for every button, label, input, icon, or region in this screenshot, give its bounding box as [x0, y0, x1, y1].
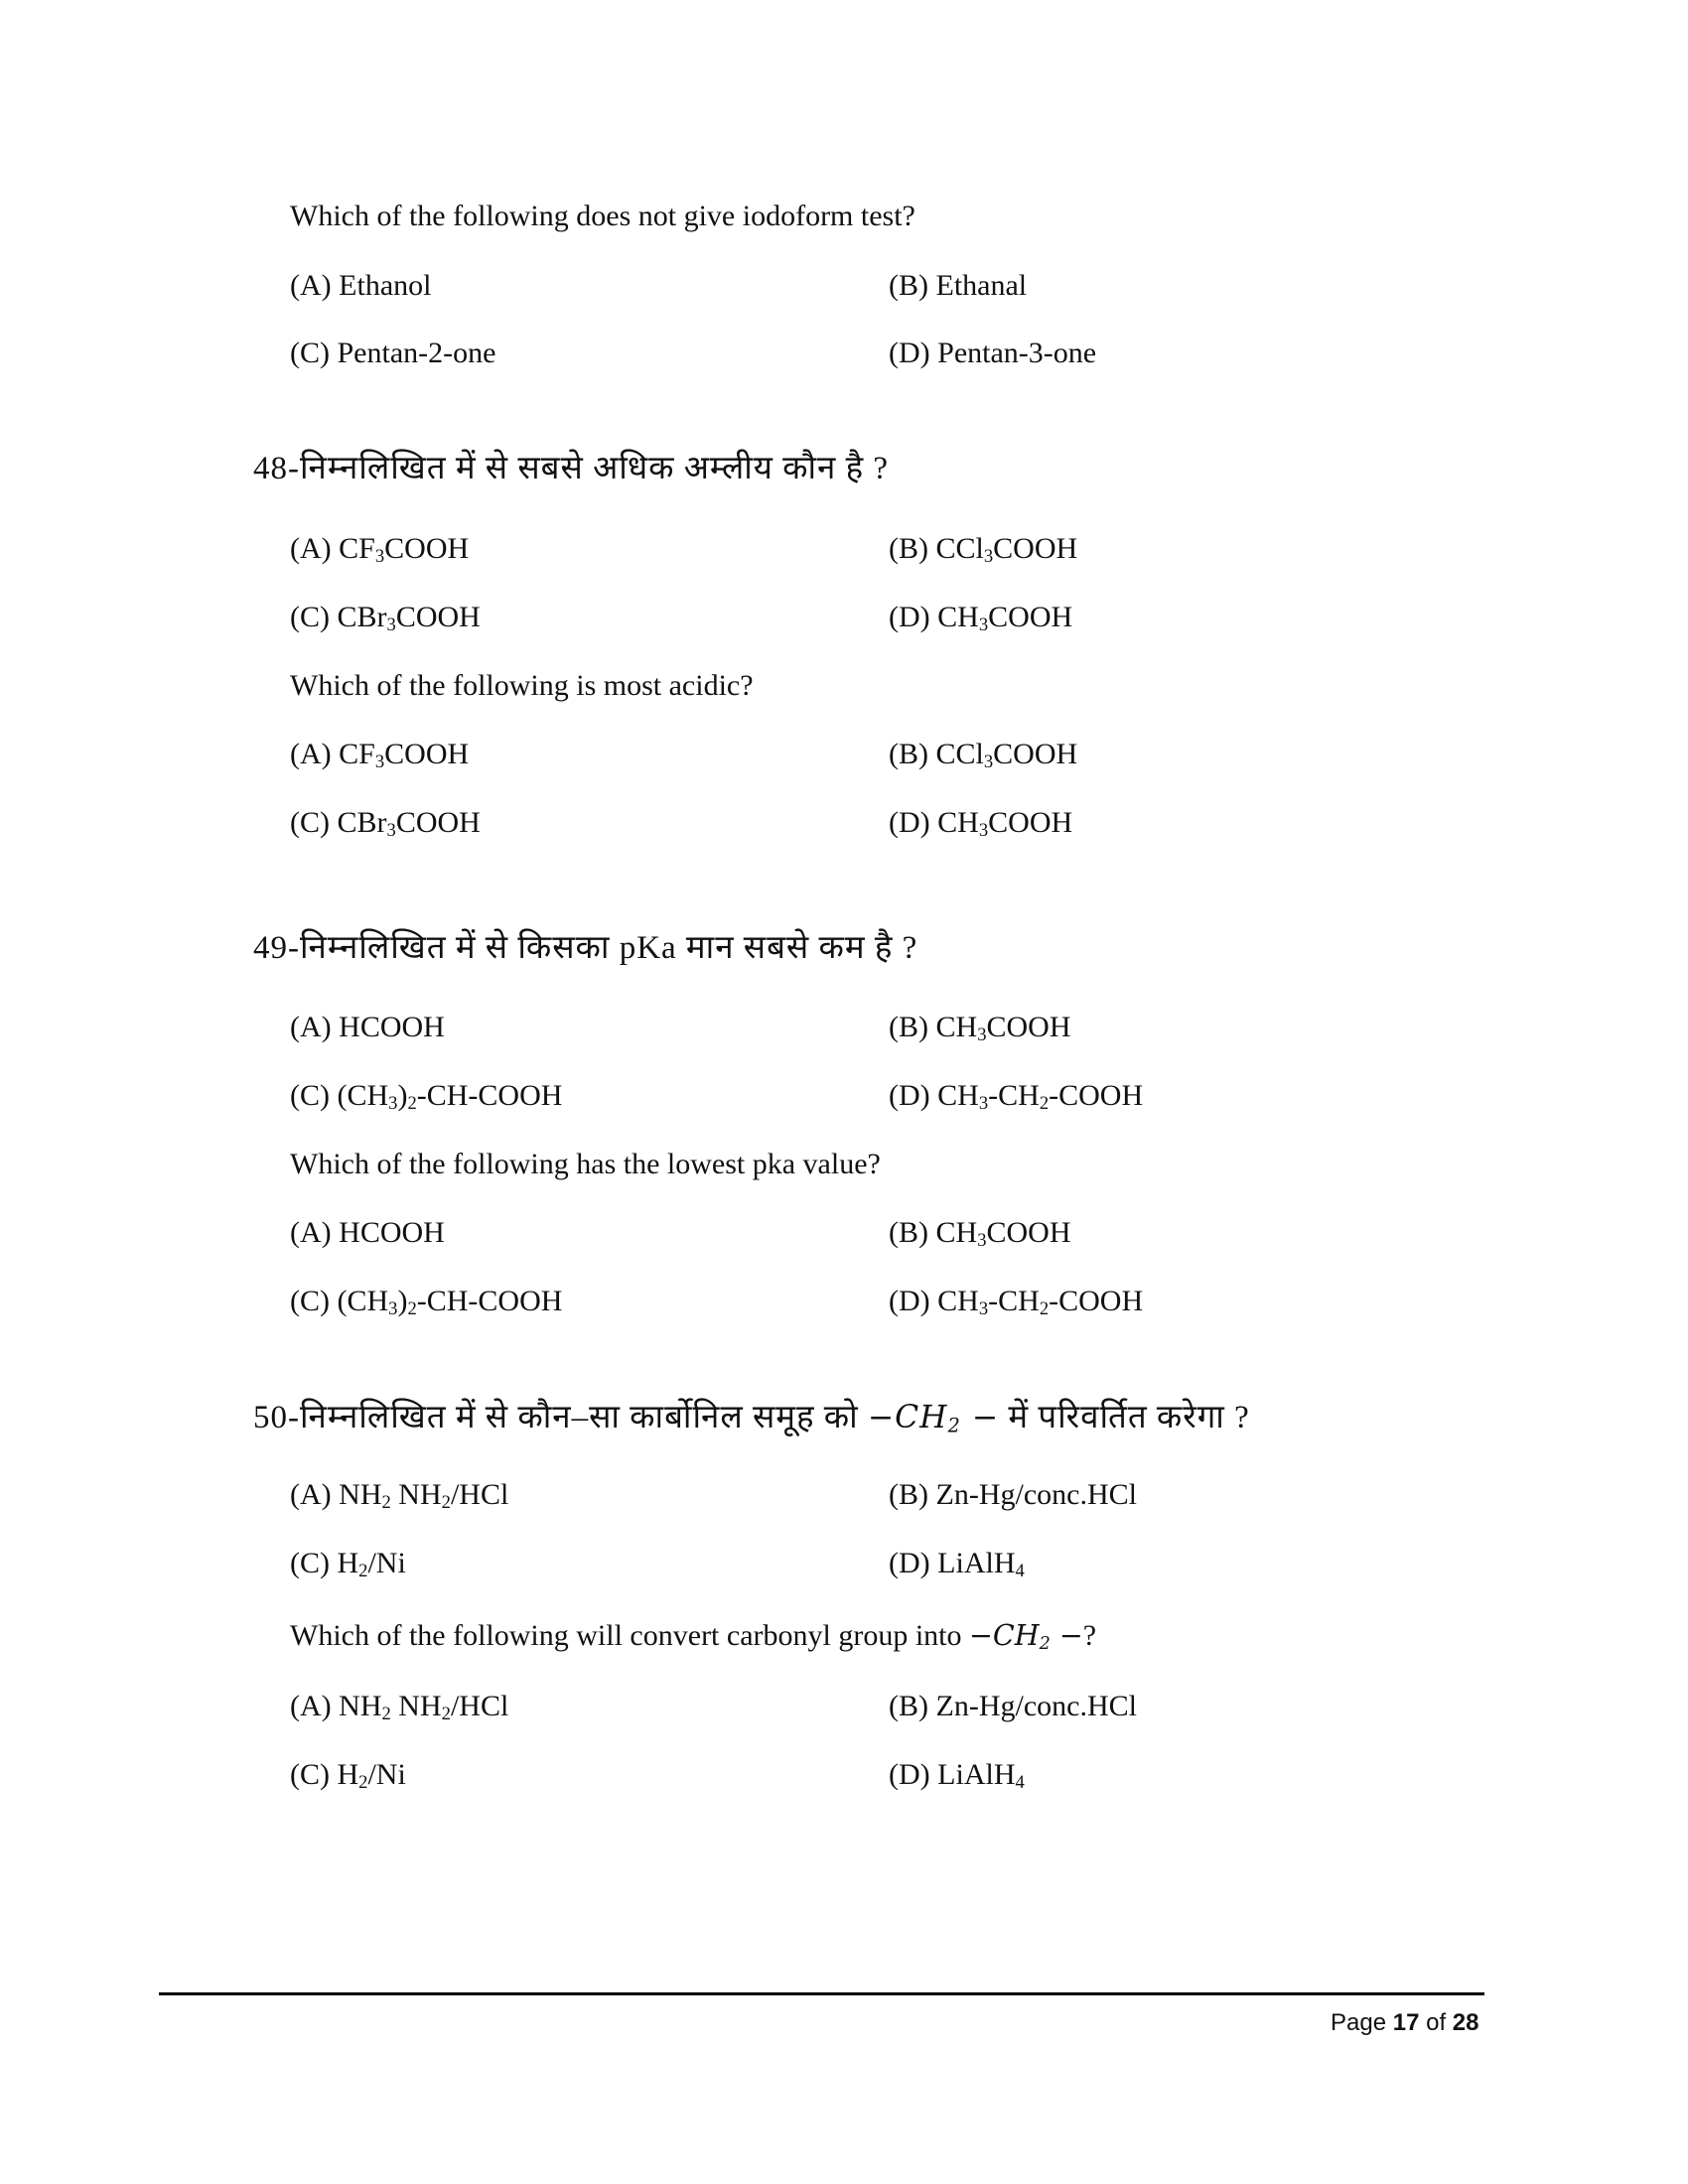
q49-hi-option-c [290, 1078, 562, 1114]
q48-en-option-b [889, 737, 1077, 772]
option-text: Pentan-3-one [937, 337, 1097, 369]
option-label: (D) [889, 1285, 930, 1317]
option-formula: CBr$_3$COOH [337, 601, 481, 636]
total-pages: 28 [1452, 2009, 1479, 2036]
q50-hi-option-b [889, 1477, 1137, 1513]
option-label: (B) [889, 738, 928, 770]
option-label: (D) [889, 1547, 930, 1579]
option-label: (B) [889, 1478, 928, 1511]
question-50-english [290, 1618, 1096, 1654]
option-formula: Zn-Hg/conc.HCl [935, 1690, 1137, 1722]
option-formula: $CF_3COOH$ [339, 532, 470, 568]
q50-en-option-c [290, 1757, 406, 1793]
question-text-hindi: निम्नलिखित में से सबसे अधिक अम्लीय कौन है ? [300, 451, 890, 486]
option-label: (B) [889, 1011, 928, 1043]
option-text: Ethanol [339, 269, 432, 302]
question-text-hindi-end: में परिवर्तित करेगा ? [1008, 1400, 1250, 1435]
current-page: 17 [1392, 2009, 1420, 2036]
q47-option-b [889, 268, 1027, 304]
option-label: (A) [290, 1690, 332, 1722]
option-label: (C) [290, 337, 330, 369]
option-label: (D) [889, 601, 930, 633]
option-label: (B) [889, 532, 928, 565]
q50-hi-option-a [290, 1477, 508, 1513]
q49-hi-option-d [889, 1078, 1143, 1114]
option-label: (C) [290, 806, 330, 839]
option-formula: $(CH_3)_2-CH$-COOH [337, 1079, 563, 1115]
option-label: (A) [290, 738, 332, 770]
question-48-hindi [253, 451, 889, 486]
q48-en-option-c [290, 805, 481, 841]
question-mark: ? [1082, 1619, 1097, 1652]
q49-hi-option-a [290, 1010, 445, 1045]
q48-en-option-a [290, 737, 469, 772]
option-formula: $CH_3-CH_2$-COOH [937, 1079, 1144, 1115]
ch2-formula: $-CH_2$ − [969, 1619, 1083, 1654]
question-50-hindi [253, 1400, 1250, 1435]
question-text-english: Which of the following will convert carbonyl group into [290, 1619, 970, 1652]
question-number: 48- [253, 451, 300, 486]
option-label: (C) [290, 1758, 330, 1791]
option-formula: $NH_2$ $NH_2$/HCl [339, 1690, 509, 1725]
ch2-formula: $-CH_2$ − [867, 1400, 1000, 1437]
q49-en-option-a [290, 1215, 445, 1251]
question-49-english: Which of the following has the lowest pka value? [290, 1148, 881, 1180]
option-label: (A) [290, 1011, 332, 1043]
q47-option-a [290, 268, 431, 304]
option-label: (B) [889, 269, 928, 302]
option-label: (B) [889, 1216, 928, 1249]
option-label: (A) [290, 269, 332, 302]
q48-hi-option-c [290, 600, 481, 635]
q48-hi-option-d [889, 600, 1072, 635]
option-formula: LiAlH$_4$ [937, 1547, 1025, 1582]
option-formula: HCOOH [339, 1011, 445, 1043]
option-formula: CCl$_3$COOH [935, 532, 1078, 568]
option-formula: CCl$_3$COOH [935, 738, 1078, 773]
page-word: Page [1331, 2009, 1387, 2036]
q50-en-option-b [889, 1689, 1137, 1724]
option-formula: LiAlH$_4$ [937, 1758, 1025, 1794]
option-label: (A) [290, 532, 332, 565]
option-formula: $H_2/Ni$ [337, 1547, 406, 1582]
option-formula: $CH_3COOH$ [935, 1216, 1071, 1252]
q49-en-option-c [290, 1284, 562, 1319]
question-49-hindi [253, 930, 917, 966]
option-formula: $H_2/Ni$ [337, 1758, 406, 1794]
option-formula: CBr$_3$COOH [337, 806, 481, 842]
q50-hi-option-c [290, 1546, 406, 1581]
option-label: (D) [889, 1079, 930, 1112]
option-formula: $CH_3-CH_2$-COOH [937, 1285, 1144, 1320]
page-number [1331, 2009, 1479, 2037]
question-text-hindi: निम्नलिखित में से किसका pKa मान सबसे कम है ? [300, 930, 918, 966]
option-formula: $CH_3COOH$ [937, 601, 1073, 636]
option-label: (D) [889, 337, 930, 369]
question-47-english: Which of the following does not give iodoform test? [290, 200, 915, 232]
option-text: Pentan-2-one [337, 337, 496, 369]
q47-option-d [889, 336, 1096, 371]
option-label: (A) [290, 1478, 332, 1511]
option-label: (A) [290, 1216, 332, 1249]
option-label: (C) [290, 601, 330, 633]
of-word: of [1426, 2009, 1447, 2036]
option-label: (D) [889, 806, 930, 839]
option-text: Ethanal [935, 269, 1028, 302]
question-number: 49- [253, 930, 300, 966]
q49-en-option-b [889, 1215, 1071, 1251]
question-48-english: Which of the following is most acidic? [290, 669, 754, 702]
q49-hi-option-b [889, 1010, 1071, 1045]
option-label: (C) [290, 1079, 330, 1112]
question-text-hindi: निम्नलिखित में से कौन–सा कार्बोनिल समूह को [300, 1400, 859, 1435]
option-label: (C) [290, 1285, 330, 1317]
option-label: (B) [889, 1690, 928, 1722]
q48-en-option-d [889, 805, 1072, 841]
option-formula: Zn-Hg/conc.HCl [935, 1478, 1137, 1511]
footer-divider [159, 1992, 1484, 1995]
option-formula: $NH_2$ $NH_2$/HCl [339, 1478, 509, 1514]
q50-en-option-a [290, 1689, 508, 1724]
q48-hi-option-b [889, 531, 1077, 567]
option-formula: $CF_3COOH$ [339, 738, 470, 773]
q50-hi-option-d [889, 1546, 1025, 1581]
option-label: (C) [290, 1547, 330, 1579]
q50-en-option-d [889, 1757, 1025, 1793]
question-number: 50- [253, 1400, 300, 1435]
q49-en-option-d [889, 1284, 1143, 1319]
option-label: (D) [889, 1758, 930, 1791]
option-formula: $(CH_3)_2-CH$-COOH [337, 1285, 563, 1320]
q48-hi-option-a [290, 531, 469, 567]
option-formula: $CH_3COOH$ [935, 1011, 1071, 1046]
option-formula: $CH_3COOH$ [937, 806, 1073, 842]
q47-option-c [290, 336, 495, 371]
option-formula: HCOOH [339, 1216, 445, 1249]
